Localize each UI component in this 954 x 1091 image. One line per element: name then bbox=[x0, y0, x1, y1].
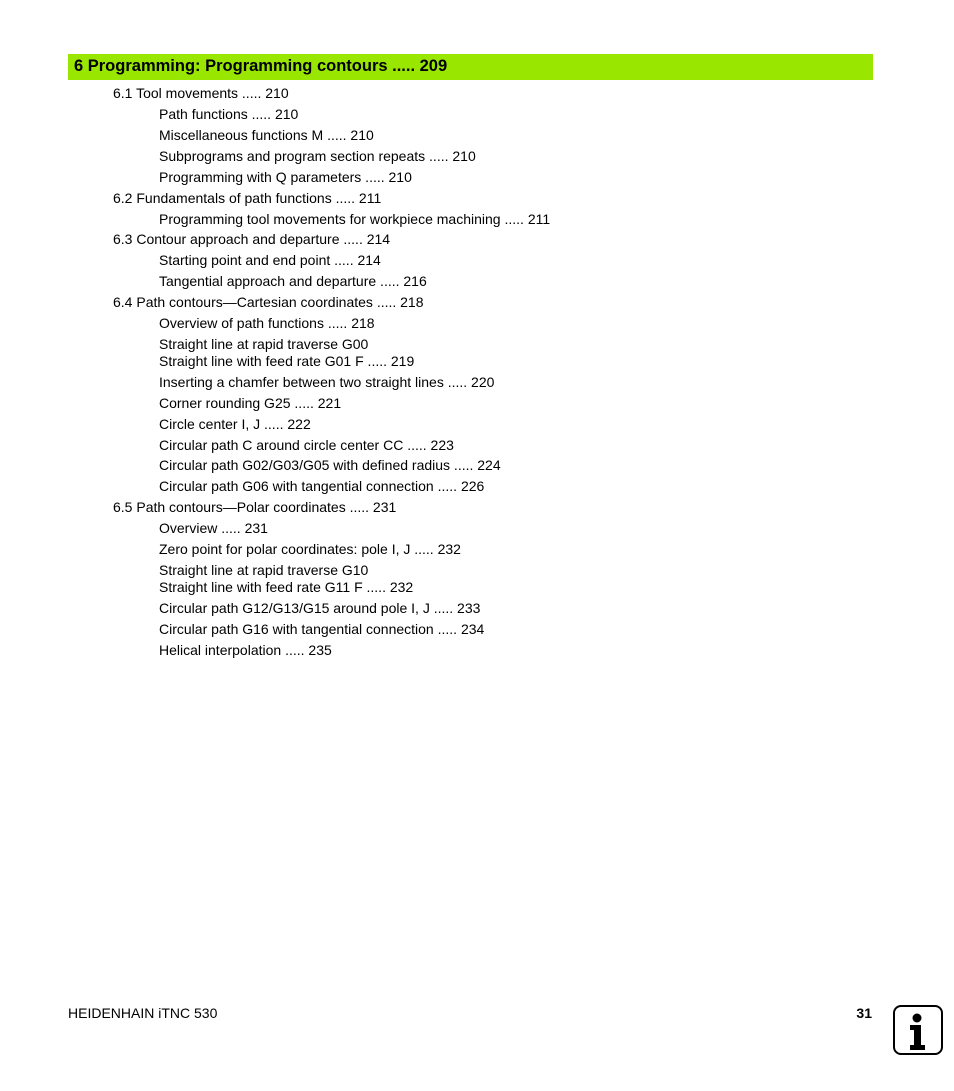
toc-entry[interactable]: Overview ..... 231 bbox=[159, 520, 268, 536]
toc-entry[interactable]: Overview of path functions ..... 218 bbox=[159, 315, 375, 331]
toc-entry[interactable]: Programming tool movements for workpiece machining ..... 211 bbox=[159, 211, 551, 227]
toc-entry[interactable]: Circular path G02/G03/G05 with defined radius ..... 224 bbox=[159, 457, 501, 473]
toc-entry[interactable]: Circular path C around circle center CC ..... 223 bbox=[159, 437, 454, 453]
page-number: 31 bbox=[856, 1005, 872, 1021]
toc-section-6-1[interactable]: 6.1 Tool movements ..... 210 bbox=[113, 85, 289, 101]
toc-entry[interactable]: Straight line with feed rate G01 F ..... 219 bbox=[159, 353, 415, 369]
chapter-title[interactable]: 6 Programming: Programming contours ..... 209 bbox=[74, 57, 448, 75]
toc-section-6-4[interactable]: 6.4 Path contours—Cartesian coordinates ..... 218 bbox=[113, 294, 424, 310]
toc-section-6-3[interactable]: 6.3 Contour approach and departure ..... 214 bbox=[113, 231, 391, 247]
toc-entry[interactable]: Programming with Q parameters ..... 210 bbox=[159, 169, 412, 185]
toc-entry[interactable]: Subprograms and program section repeats ..... 210 bbox=[159, 148, 476, 164]
toc-entry[interactable]: Circle center I, J ..... 222 bbox=[159, 416, 311, 432]
chapter-heading-bar bbox=[68, 54, 873, 80]
info-icon bbox=[893, 1005, 943, 1055]
toc-entry[interactable]: Path functions ..... 210 bbox=[159, 106, 299, 122]
toc-entry[interactable]: Miscellaneous functions M ..... 210 bbox=[159, 127, 374, 143]
toc-entry[interactable]: Straight line at rapid traverse G10 bbox=[159, 562, 369, 578]
toc-section-6-2[interactable]: 6.2 Fundamentals of path functions ..... 211 bbox=[113, 190, 382, 206]
footer-title: HEIDENHAIN iTNC 530 bbox=[68, 1005, 218, 1021]
toc-entry[interactable]: Circular path G16 with tangential connection ..... 234 bbox=[159, 621, 485, 637]
toc-entry[interactable]: Helical interpolation ..... 235 bbox=[159, 642, 332, 658]
toc-entry[interactable]: Tangential approach and departure ..... 216 bbox=[159, 273, 427, 289]
toc-entry[interactable]: Corner rounding G25 ..... 221 bbox=[159, 395, 342, 411]
toc-entry[interactable]: Starting point and end point ..... 214 bbox=[159, 252, 381, 268]
toc-entry[interactable]: Circular path G06 with tangential connection ..... 226 bbox=[159, 478, 485, 494]
toc-entry[interactable]: Inserting a chamfer between two straight lines ..... 220 bbox=[159, 374, 495, 390]
toc-entry[interactable]: Circular path G12/G13/G15 around pole I, J ..... 233 bbox=[159, 600, 481, 616]
toc-entry[interactable]: Straight line with feed rate G11 F ..... 232 bbox=[159, 579, 414, 595]
toc-section-6-5[interactable]: 6.5 Path contours—Polar coordinates ..... 231 bbox=[113, 499, 397, 515]
toc-entry[interactable]: Straight line at rapid traverse G00 bbox=[159, 336, 369, 352]
toc-entry[interactable]: Zero point for polar coordinates: pole I, J ..... 232 bbox=[159, 541, 461, 557]
